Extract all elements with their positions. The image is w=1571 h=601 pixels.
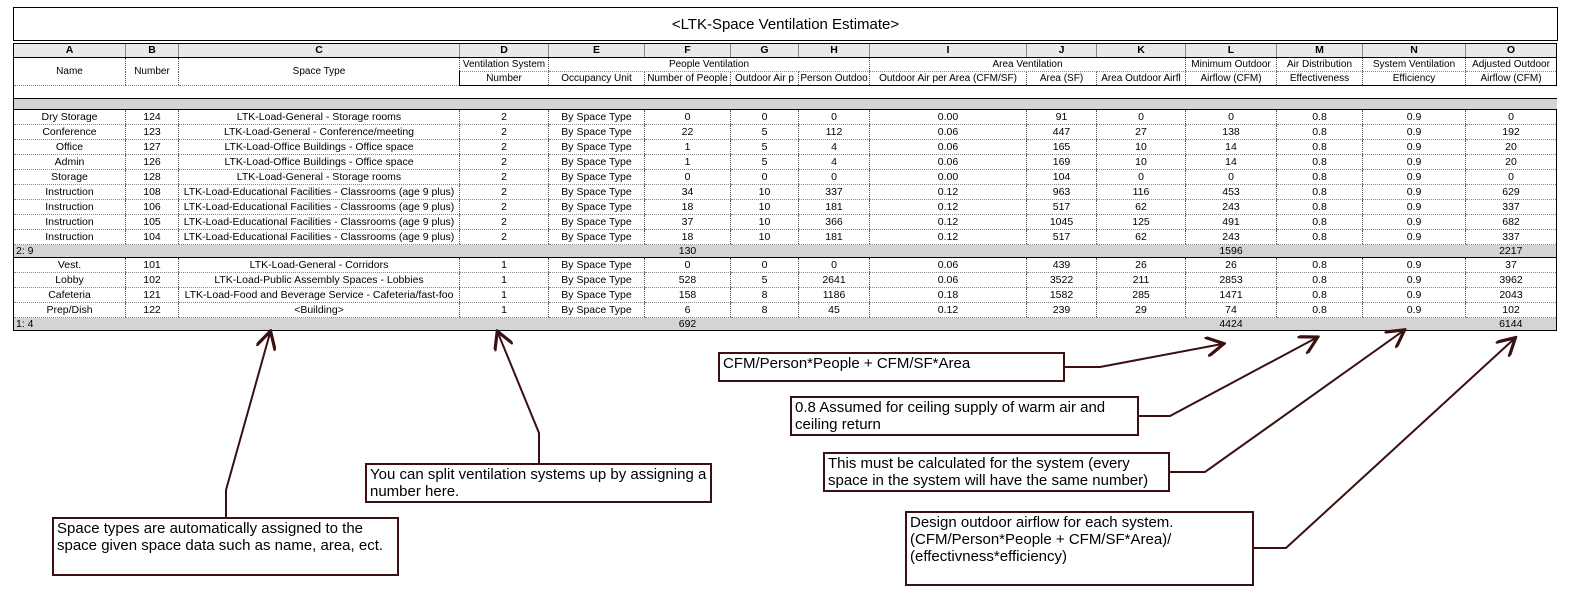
column-letter-b[interactable]: B (126, 44, 179, 58)
cell-person-oa[interactable]: 1186 (799, 288, 870, 303)
cell-space-type[interactable]: LTK-Load-Educational Facilities - Classrooms (age 9 plus) (179, 215, 460, 230)
cell-min-oa[interactable]: 2853 (1186, 273, 1277, 288)
column-letter-o[interactable]: O (1466, 44, 1557, 58)
cell-occupancy-unit[interactable]: By Space Type (549, 170, 645, 185)
cell-occupancy-unit[interactable]: By Space Type (549, 155, 645, 170)
cell-vent-system[interactable]: 2 (460, 110, 549, 125)
cell-area[interactable]: 104 (1027, 170, 1097, 185)
cell-person-oa[interactable]: 112 (799, 125, 870, 140)
column-letter-c[interactable]: C (179, 44, 460, 58)
cell-name[interactable]: Office (14, 140, 126, 155)
cell-vent-system[interactable]: 1 (460, 288, 549, 303)
cell-people[interactable]: 6 (645, 303, 731, 318)
cell-space-type[interactable]: LTK-Load-General - Storage rooms (179, 110, 460, 125)
cell-adjusted-oa[interactable]: 192 (1466, 125, 1557, 140)
cell-vent-system[interactable]: 2 (460, 170, 549, 185)
cell-sys-vent-eff[interactable]: 0.9 (1363, 215, 1466, 230)
col-header-occupancy-unit[interactable]: Occupancy Unit (549, 72, 645, 86)
cell-sys-vent-eff[interactable]: 0.9 (1363, 110, 1466, 125)
cell-area-oa[interactable]: 10 (1097, 155, 1186, 170)
cell-name[interactable]: Instruction (14, 230, 126, 245)
cell-person-oa[interactable]: 45 (799, 303, 870, 318)
cell-vent-system[interactable]: 2 (460, 155, 549, 170)
cell-vent-system[interactable]: 1 (460, 303, 549, 318)
cell-occupancy-unit[interactable]: By Space Type (549, 185, 645, 200)
column-letter-i[interactable]: I (870, 44, 1027, 58)
cell-air-dist-eff[interactable]: 0.8 (1277, 215, 1363, 230)
cell-area[interactable]: 517 (1027, 230, 1097, 245)
cell-people[interactable]: 0 (645, 170, 731, 185)
cell-sys-vent-eff[interactable]: 0.9 (1363, 273, 1466, 288)
cell-area[interactable]: 517 (1027, 200, 1097, 215)
cell-name[interactable]: Vest. (14, 258, 126, 273)
cell-space-type[interactable]: LTK-Load-Public Assembly Spaces - Lobbies (179, 273, 460, 288)
cell-min-oa[interactable]: 453 (1186, 185, 1277, 200)
cell-sys-vent-eff[interactable]: 0.9 (1363, 303, 1466, 318)
column-letter-e[interactable]: E (549, 44, 645, 58)
cell-air-dist-eff[interactable]: 0.8 (1277, 230, 1363, 245)
cell-air-dist-eff[interactable]: 0.8 (1277, 140, 1363, 155)
cell-person-oa[interactable]: 181 (799, 200, 870, 215)
cell-area[interactable]: 439 (1027, 258, 1097, 273)
cell-number[interactable]: 102 (126, 273, 179, 288)
cell-area[interactable]: 165 (1027, 140, 1097, 155)
col-header-oa-per-area[interactable]: Outdoor Air per Area (CFM/SF) (870, 72, 1027, 86)
cell-oa-per-area[interactable]: 0.06 (870, 125, 1027, 140)
cell-sys-vent-eff[interactable]: 0.9 (1363, 230, 1466, 245)
cell-person-oa[interactable]: 0 (799, 170, 870, 185)
arrow-min-oa (1065, 344, 1222, 367)
cell-air-dist-eff[interactable]: 0.8 (1277, 170, 1363, 185)
cell-number[interactable]: 122 (126, 303, 179, 318)
cell-sys-vent-eff[interactable]: 0.9 (1363, 185, 1466, 200)
cell-oa-per-person[interactable]: 10 (731, 215, 799, 230)
cell-air-dist-eff[interactable]: 0.8 (1277, 155, 1363, 170)
cell-sys-vent-eff[interactable]: 0.9 (1363, 125, 1466, 140)
cell-occupancy-unit[interactable]: By Space Type (549, 288, 645, 303)
cell-min-oa[interactable]: 0 (1186, 170, 1277, 185)
cell-person-oa[interactable]: 366 (799, 215, 870, 230)
cell-oa-per-person[interactable]: 0 (731, 110, 799, 125)
arrow-effectiveness (1139, 338, 1316, 416)
cell-people[interactable]: 1 (645, 155, 731, 170)
col-header-space-type[interactable]: Space Type (179, 58, 460, 86)
cell-min-oa[interactable]: 14 (1186, 140, 1277, 155)
cell-number[interactable]: 127 (126, 140, 179, 155)
annotation-efficiency: This must be calculated for the system (every space in the system will have the same number) (823, 452, 1170, 492)
column-letter-d[interactable]: D (460, 44, 549, 58)
cell-oa-per-person[interactable]: 10 (731, 185, 799, 200)
cell-oa-per-person[interactable]: 10 (731, 200, 799, 215)
arrow-efficiency (1170, 331, 1403, 472)
cell-space-type[interactable]: LTK-Load-Office Buildings - Office space (179, 155, 460, 170)
cell-air-dist-eff[interactable]: 0.8 (1277, 185, 1363, 200)
cell-vent-system[interactable]: 1 (460, 258, 549, 273)
cell-adjusted-oa[interactable]: 102 (1466, 303, 1557, 318)
cell-space-type[interactable]: LTK-Load-General - Storage rooms (179, 170, 460, 185)
cell-person-oa[interactable]: 4 (799, 140, 870, 155)
subtotal-people: 692 (645, 318, 731, 331)
cell-oa-per-area[interactable]: 0.06 (870, 155, 1027, 170)
cell-vent-system[interactable]: 2 (460, 215, 549, 230)
cell-number[interactable]: 104 (126, 230, 179, 245)
cell-adjusted-oa[interactable]: 2043 (1466, 288, 1557, 303)
annotation-min-oa-formula: CFM/Person*People + CFM/SF*Area (718, 352, 1065, 382)
cell-number[interactable]: 101 (126, 258, 179, 273)
cell-space-type[interactable]: LTK-Load-Educational Facilities - Classrooms (age 9 plus) (179, 200, 460, 215)
column-letter-k[interactable]: K (1097, 44, 1186, 58)
cell-people[interactable]: 22 (645, 125, 731, 140)
col-header-adj-oa-1[interactable]: Adjusted Outdoor (1466, 58, 1557, 72)
cell-person-oa[interactable]: 2641 (799, 273, 870, 288)
cell-space-type[interactable]: LTK-Load-Office Buildings - Office space (179, 140, 460, 155)
cell-min-oa[interactable]: 26 (1186, 258, 1277, 273)
cell-space-type[interactable]: LTK-Load-Food and Beverage Service - Cafeteria/fast-foo (179, 288, 460, 303)
cell-oa-per-person[interactable]: 10 (731, 230, 799, 245)
column-letter-j[interactable]: J (1027, 44, 1097, 58)
cell-name[interactable]: Instruction (14, 215, 126, 230)
cell-area-oa[interactable]: 285 (1097, 288, 1186, 303)
cell-oa-per-area[interactable]: 0.06 (870, 258, 1027, 273)
cell-sys-vent-eff[interactable]: 0.9 (1363, 200, 1466, 215)
cell-adjusted-oa[interactable]: 629 (1466, 185, 1557, 200)
cell-people[interactable]: 158 (645, 288, 731, 303)
schedule-title: <LTK-Space Ventilation Estimate> (13, 7, 1558, 41)
col-header-outdoor-air-p[interactable]: Outdoor Air p (731, 72, 799, 86)
col-header-adj-oa-2[interactable]: Airflow (CFM) (1466, 72, 1557, 86)
cell-vent-system[interactable]: 2 (460, 185, 549, 200)
cell-adjusted-oa[interactable]: 3962 (1466, 273, 1557, 288)
col-header-vent-system-2[interactable]: Number (460, 72, 549, 86)
cell-air-dist-eff[interactable]: 0.8 (1277, 288, 1363, 303)
cell-people[interactable]: 528 (645, 273, 731, 288)
cell-vent-system[interactable]: 2 (460, 125, 549, 140)
annotation-effectiveness: 0.8 Assumed for ceiling supply of warm air and ceiling return (790, 396, 1139, 436)
cell-adjusted-oa[interactable]: 37 (1466, 258, 1557, 273)
cell-space-type[interactable]: LTK-Load-General - Corridors (179, 258, 460, 273)
cell-people[interactable]: 0 (645, 110, 731, 125)
cell-min-oa[interactable]: 138 (1186, 125, 1277, 140)
cell-air-dist-eff[interactable]: 0.8 (1277, 303, 1363, 318)
subtotal-adjusted-oa: 2217 (1466, 245, 1557, 258)
cell-min-oa[interactable]: 243 (1186, 200, 1277, 215)
cell-oa-per-area[interactable]: 0.00 (870, 110, 1027, 125)
cell-adjusted-oa[interactable]: 20 (1466, 155, 1557, 170)
cell-occupancy-unit[interactable]: By Space Type (549, 215, 645, 230)
subtotal-people: 130 (645, 245, 731, 258)
cell-number[interactable]: 105 (126, 215, 179, 230)
annotation-space-types: Space types are automatically assigned to the space given space data such as name, area, ect. (52, 517, 399, 576)
cell-air-dist-eff[interactable]: 0.8 (1277, 200, 1363, 215)
cell-sys-vent-eff[interactable]: 0.9 (1363, 155, 1466, 170)
cell-occupancy-unit[interactable]: By Space Type (549, 200, 645, 215)
cell-oa-per-area[interactable]: 0.12 (870, 230, 1027, 245)
cell-area[interactable]: 1045 (1027, 215, 1097, 230)
column-letter-l[interactable]: L (1186, 44, 1277, 58)
cell-oa-per-person[interactable]: 5 (731, 273, 799, 288)
column-letter-f[interactable]: F (645, 44, 731, 58)
arrow-design-oa (1254, 339, 1514, 548)
cell-oa-per-person[interactable]: 5 (731, 155, 799, 170)
cell-oa-per-area[interactable]: 0.18 (870, 288, 1027, 303)
cell-area-oa[interactable]: 62 (1097, 200, 1186, 215)
cell-air-dist-eff[interactable]: 0.8 (1277, 258, 1363, 273)
subtotal-min-oa: 1596 (1186, 245, 1277, 258)
cell-number[interactable]: 108 (126, 185, 179, 200)
cell-adjusted-oa[interactable]: 337 (1466, 200, 1557, 215)
cell-area[interactable]: 963 (1027, 185, 1097, 200)
cell-min-oa[interactable]: 491 (1186, 215, 1277, 230)
cell-area-oa[interactable]: 0 (1097, 110, 1186, 125)
cell-oa-per-area[interactable]: 0.12 (870, 303, 1027, 318)
cell-number[interactable]: 123 (126, 125, 179, 140)
col-header-vent-system-1[interactable]: Ventilation System (460, 58, 549, 72)
cell-min-oa[interactable]: 243 (1186, 230, 1277, 245)
cell-area[interactable]: 447 (1027, 125, 1097, 140)
cell-people[interactable]: 1 (645, 140, 731, 155)
cell-number[interactable]: 121 (126, 288, 179, 303)
cell-space-type[interactable]: LTK-Load-Educational Facilities - Classrooms (age 9 plus) (179, 230, 460, 245)
cell-occupancy-unit[interactable]: By Space Type (549, 140, 645, 155)
cell-name[interactable]: Storage (14, 170, 126, 185)
cell-number[interactable]: 124 (126, 110, 179, 125)
cell-air-dist-eff[interactable]: 0.8 (1277, 110, 1363, 125)
cell-oa-per-person[interactable]: 5 (731, 125, 799, 140)
cell-space-type[interactable]: <Building> (179, 303, 460, 318)
cell-air-dist-eff[interactable]: 0.8 (1277, 125, 1363, 140)
cell-name[interactable]: Prep/Dish (14, 303, 126, 318)
col-header-sys-vent-1[interactable]: System Ventilation (1363, 58, 1466, 72)
cell-oa-per-area[interactable]: 0.12 (870, 215, 1027, 230)
cell-oa-per-person[interactable]: 8 (731, 303, 799, 318)
col-header-area-sf[interactable]: Area (SF) (1027, 72, 1097, 86)
cell-name[interactable]: Conference (14, 125, 126, 140)
cell-adjusted-oa[interactable]: 20 (1466, 140, 1557, 155)
cell-sys-vent-eff[interactable]: 0.9 (1363, 140, 1466, 155)
cell-oa-per-area[interactable]: 0.00 (870, 170, 1027, 185)
cell-adjusted-oa[interactable]: 0 (1466, 110, 1557, 125)
cell-oa-per-area[interactable]: 0.12 (870, 200, 1027, 215)
col-header-min-oa-1[interactable]: Minimum Outdoor (1186, 58, 1277, 72)
cell-min-oa[interactable]: 74 (1186, 303, 1277, 318)
column-letter-h[interactable]: H (799, 44, 870, 58)
arrow-vent-system (498, 333, 539, 463)
col-header-air-dist-1[interactable]: Air Distribution (1277, 58, 1363, 72)
cell-people[interactable]: 0 (645, 258, 731, 273)
cell-vent-system[interactable]: 2 (460, 200, 549, 215)
annotation-design-oa: Design outdoor airflow for each system. (CFM/Person*People + CFM/SF*Area)/ (effectivness*efficiency) (905, 511, 1254, 586)
cell-air-dist-eff[interactable]: 0.8 (1277, 273, 1363, 288)
cell-area-oa[interactable]: 116 (1097, 185, 1186, 200)
cell-area-oa[interactable]: 62 (1097, 230, 1186, 245)
cell-occupancy-unit[interactable]: By Space Type (549, 303, 645, 318)
cell-people[interactable]: 18 (645, 230, 731, 245)
cell-adjusted-oa[interactable]: 337 (1466, 230, 1557, 245)
arrow-space-type (226, 333, 270, 517)
cell-oa-per-person[interactable]: 5 (731, 140, 799, 155)
cell-sys-vent-eff[interactable]: 0.9 (1363, 288, 1466, 303)
col-header-sys-vent-2[interactable]: Efficiency (1363, 72, 1466, 86)
cell-min-oa[interactable]: 0 (1186, 110, 1277, 125)
cell-vent-system[interactable]: 1 (460, 273, 549, 288)
cell-occupancy-unit[interactable]: By Space Type (549, 258, 645, 273)
column-letter-a[interactable]: A (14, 44, 126, 58)
cell-name[interactable]: Cafeteria (14, 288, 126, 303)
cell-occupancy-unit[interactable]: By Space Type (549, 273, 645, 288)
cell-vent-system[interactable]: 2 (460, 230, 549, 245)
cell-adjusted-oa[interactable]: 0 (1466, 170, 1557, 185)
cell-number[interactable]: 126 (126, 155, 179, 170)
col-header-area-outdoor[interactable]: Area Outdoor Airfl (1097, 72, 1186, 86)
cell-area-oa[interactable]: 0 (1097, 170, 1186, 185)
cell-sys-vent-eff[interactable]: 0.9 (1363, 170, 1466, 185)
col-header-number-of-people[interactable]: Number of People (645, 72, 731, 86)
cell-occupancy-unit[interactable]: By Space Type (549, 110, 645, 125)
col-header-person-outdoor[interactable]: Person Outdoo (800, 73, 868, 84)
cell-adjusted-oa[interactable]: 682 (1466, 215, 1557, 230)
cell-area[interactable]: 239 (1027, 303, 1097, 318)
cell-name[interactable]: Admin (14, 155, 126, 170)
col-header-number[interactable]: Number (126, 58, 179, 86)
group-header-people-ventilation: People Ventilation (549, 58, 870, 72)
col-header-air-dist-2[interactable]: Effectiveness (1277, 72, 1363, 86)
column-letter-m[interactable]: M (1277, 44, 1363, 58)
cell-number[interactable]: 128 (126, 170, 179, 185)
cell-sys-vent-eff[interactable]: 0.9 (1363, 258, 1466, 273)
cell-people[interactable]: 18 (645, 200, 731, 215)
cell-people[interactable]: 34 (645, 185, 731, 200)
cell-oa-per-area[interactable]: 0.06 (870, 140, 1027, 155)
cell-person-oa[interactable]: 337 (799, 185, 870, 200)
group-header-area-ventilation: Area Ventilation (870, 58, 1186, 72)
col-header-min-oa-2[interactable]: Airflow (CFM) (1186, 72, 1277, 86)
annotation-split-systems: You can split ventilation systems up by assigning a number here. (365, 463, 712, 503)
cell-area[interactable]: 3522 (1027, 273, 1097, 288)
cell-oa-per-person[interactable]: 0 (731, 258, 799, 273)
column-letter-g[interactable]: G (731, 44, 799, 58)
cell-oa-per-area[interactable]: 0.12 (870, 185, 1027, 200)
cell-name[interactable]: Lobby (14, 273, 126, 288)
cell-vent-system[interactable]: 2 (460, 140, 549, 155)
subtotal-min-oa: 4424 (1186, 318, 1277, 331)
cell-space-type[interactable]: LTK-Load-Educational Facilities - Classrooms (age 9 plus) (179, 185, 460, 200)
cell-person-oa[interactable]: 4 (799, 155, 870, 170)
cell-number[interactable]: 106 (126, 200, 179, 215)
cell-area-oa[interactable]: 211 (1097, 273, 1186, 288)
cell-area[interactable]: 1582 (1027, 288, 1097, 303)
cell-min-oa[interactable]: 14 (1186, 155, 1277, 170)
cell-area[interactable]: 169 (1027, 155, 1097, 170)
cell-area-oa[interactable]: 125 (1097, 215, 1186, 230)
cell-area-oa[interactable]: 29 (1097, 303, 1186, 318)
cell-oa-per-area[interactable]: 0.06 (870, 273, 1027, 288)
cell-people[interactable]: 37 (645, 215, 731, 230)
cell-person-oa[interactable]: 0 (799, 110, 870, 125)
cell-area-oa[interactable]: 10 (1097, 140, 1186, 155)
cell-oa-per-person[interactable]: 8 (731, 288, 799, 303)
cell-oa-per-person[interactable]: 0 (731, 170, 799, 185)
cell-occupancy-unit[interactable]: By Space Type (549, 125, 645, 140)
cell-person-oa[interactable]: 0 (799, 258, 870, 273)
subtotal-label: 1: 4 (14, 318, 126, 331)
cell-person-oa[interactable]: 181 (799, 230, 870, 245)
cell-name[interactable]: Dry Storage (14, 110, 126, 125)
cell-area[interactable]: 91 (1027, 110, 1097, 125)
cell-area-oa[interactable]: 26 (1097, 258, 1186, 273)
column-letter-n[interactable]: N (1363, 44, 1466, 58)
cell-area-oa[interactable]: 27 (1097, 125, 1186, 140)
cell-space-type[interactable]: LTK-Load-General - Conference/meeting (179, 125, 460, 140)
cell-name[interactable]: Instruction (14, 185, 126, 200)
col-header-name[interactable]: Name (14, 58, 126, 86)
cell-min-oa[interactable]: 1471 (1186, 288, 1277, 303)
subtotal-label: 2: 9 (14, 245, 126, 258)
cell-occupancy-unit[interactable]: By Space Type (549, 230, 645, 245)
subtotal-adjusted-oa: 6144 (1466, 318, 1557, 331)
cell-name[interactable]: Instruction (14, 200, 126, 215)
